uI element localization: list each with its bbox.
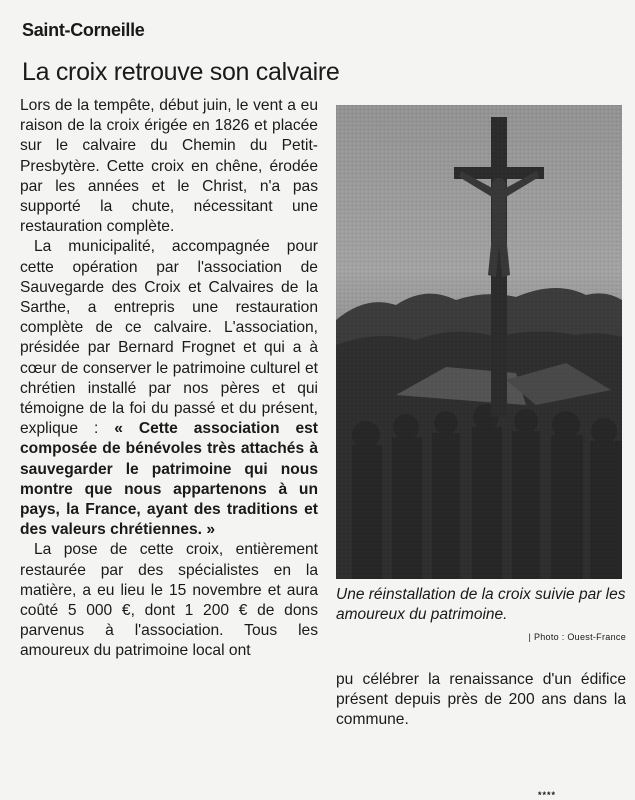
- paragraph-2-text: La municipalité, accompagnée pour cette opération par l'association de Sauvegarde des Croix et Calvaires de la Sarthe, a entrepris une restauration complète de ce calvaire. L'association, présidée par Bernard Frognet et qui a à cœur de conserver le patrimoine culturel et chrétien installé par nos pères et qui témoigne de la foi du passé et du présent, explique :: [20, 238, 318, 438]
- crucifix-photo: [336, 105, 622, 579]
- article-body-left: [20, 96, 318, 662]
- paragraph-1: Lors de la tempête, début juin, le vent a eu raison de la croix érigée en 1826 et placée sur le calvaire du Chemin du Petit-Presbytère. Cette croix en chêne, érodée par les années et le Christ, n'a pas supporté la chute, nécessitant une restauration complète.: [20, 97, 318, 236]
- kicker: Saint-Corneille: [22, 20, 145, 40]
- article-body-right: [336, 670, 626, 731]
- photo-caption: Une réinstallation de la croix suivie par les amoureux du patrimoine.: [336, 586, 626, 623]
- edition-stars: ****: [538, 790, 557, 800]
- photo-credit: | Photo : Ouest-France: [528, 632, 626, 642]
- headline: La croix retrouve son calvaire: [22, 58, 340, 86]
- paragraph-3: La pose de cette croix, entièrement restaurée par des spécialistes en la matière, a eu lieu le 15 novembre et aura coûté 5 000 €, dont 1 200 € de dons parvenus à l'association. Tous les amoureux du patrimoine local ont: [20, 541, 318, 660]
- quote: « Cette association est composée de bénévoles très attachés à sauvegarder le patrimoine qui nous montre que nous appartenons à un pays, la France, ayant des traditions et des valeurs chrétiennes. »: [20, 420, 318, 539]
- paragraph-2: [20, 237, 318, 540]
- crucifix-photo-image: [336, 105, 622, 579]
- paragraph-continuation: pu célébrer la renaissance d'un édifice présent depuis près de 200 ans dans la commune.: [336, 671, 626, 729]
